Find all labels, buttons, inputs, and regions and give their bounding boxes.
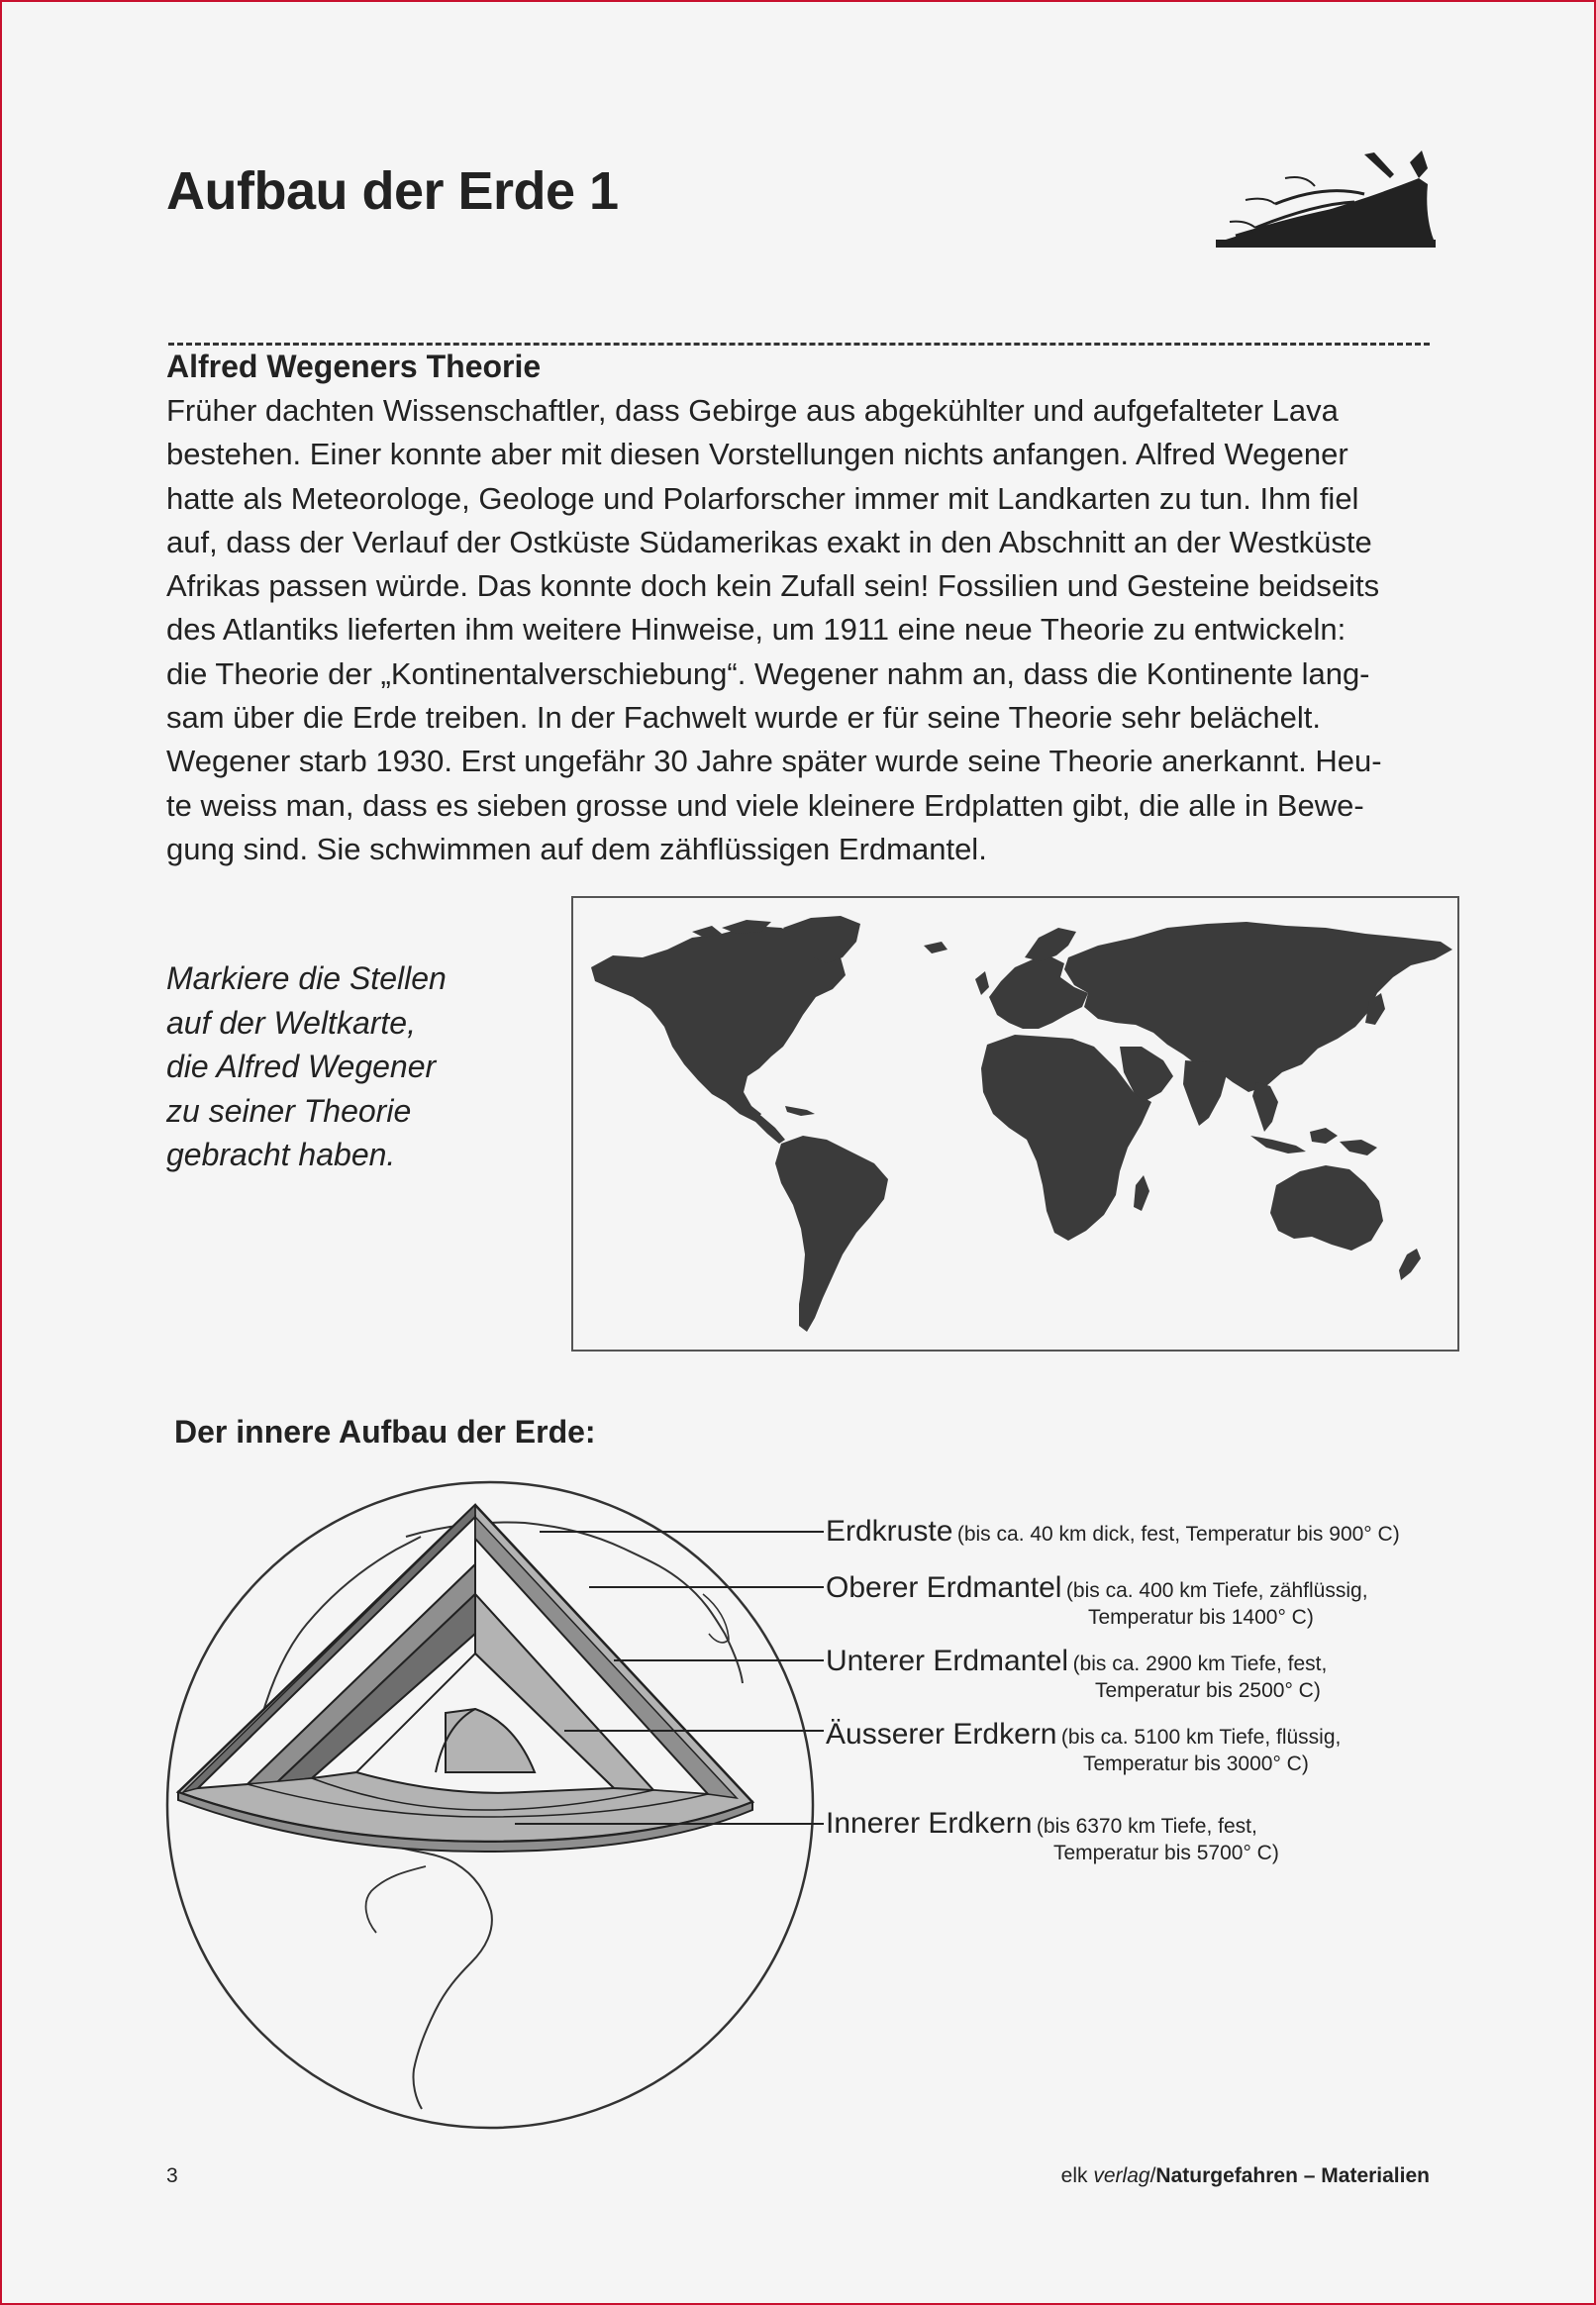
layer-label-lower-mantle — [826, 1645, 1328, 1702]
page-title: Aufbau der Erde 1 — [166, 161, 619, 221]
paragraph-line: hatte als Meteorologe, Geologe und Polarforscher immer mit Landkarten zu tun. Ihm fiel — [166, 480, 1359, 516]
task-line: zu seiner Theorie — [166, 1092, 412, 1129]
continent-south-america — [775, 1136, 888, 1332]
layer-detail: (bis ca. 2900 km Tiefe, fest, — [1072, 1653, 1328, 1675]
theory-paragraph — [166, 389, 1453, 871]
layer-detail-2: Temperatur bis 2500° C) — [1095, 1679, 1321, 1702]
layer-detail: (bis 6370 km Tiefe, fest, — [1036, 1815, 1257, 1838]
paragraph-line: Afrikas passen würde. Das konnte doch kein Zufall sein! Fossilien und Gesteine beidseits — [166, 568, 1380, 604]
layer-detail-2: Temperatur bis 5700° C) — [1053, 1842, 1279, 1864]
paragraph-line: te weiss man, dass es sieben grosse und viele kleinere Erdplatten gibt, die alle in Bewe- — [166, 787, 1364, 823]
series-title: Naturgefahren – Materialien — [1155, 2164, 1430, 2187]
continent-asia — [1064, 922, 1452, 1092]
earth-cross-section — [149, 1475, 851, 2139]
layer-name: Innerer Erdkern — [826, 1807, 1033, 1840]
paragraph-line: auf, dass der Verlauf der Ostküste Südamerikas exakt in den Abschnitt an der Westküste — [166, 524, 1372, 559]
world-map — [573, 898, 1457, 1350]
world-map-frame — [571, 896, 1459, 1352]
layer-label-outer-core — [826, 1718, 1342, 1775]
paragraph-line: sam über die Erde treiben. In der Fachwelt wurde er für seine Theorie sehr belächelt. — [166, 700, 1321, 736]
layer-detail: (bis ca. 40 km dick, fest, Temperatur bis 900° C) — [956, 1523, 1400, 1546]
paragraph-line: bestehen. Einer konnte aber mit diesen Vorstellungen nichts anfangen. Alfred Wegener — [166, 437, 1348, 472]
section-subheading: Der innere Aufbau der Erde: — [174, 1414, 596, 1450]
layer-name: Äusserer Erdkern — [826, 1718, 1057, 1751]
continent-north-america — [591, 926, 846, 1122]
paragraph-line: die Theorie der „Kontinentalverschiebung“. Wegener nahm an, dass die Kontinente lang- — [166, 655, 1370, 691]
publisher-name-italic: verlag — [1093, 2164, 1150, 2187]
layer-label-inner-core — [826, 1807, 1279, 1864]
layer-detail: (bis ca. 400 km Tiefe, zähflüssig, — [1065, 1579, 1368, 1602]
tree-landslide-icon — [1216, 145, 1436, 248]
publisher-separator: / — [1149, 2164, 1156, 2187]
layer-name: Erdkruste — [826, 1515, 953, 1548]
paragraph-line: gung sind. Sie schwimmen auf dem zähflüssigen Erdmantel. — [166, 831, 987, 866]
layer-label-upper-mantle — [826, 1571, 1368, 1629]
publisher-footer — [1061, 2164, 1430, 2188]
layer-detail-2: Temperatur bis 3000° C) — [1083, 1753, 1309, 1775]
continent-australia — [1270, 1165, 1383, 1251]
divider — [168, 343, 1430, 346]
paragraph-line: des Atlantiks lieferten ihm weitere Hinweise, um 1911 eine neue Theorie zu entwickeln: — [166, 612, 1347, 648]
page-number: 3 — [166, 2164, 178, 2187]
task-line: die Alfred Wegener — [166, 1049, 437, 1084]
publisher-name: elk — [1060, 2164, 1094, 2187]
task-instruction — [166, 956, 447, 1177]
layer-name: Unterer Erdmantel — [826, 1645, 1069, 1677]
section-heading: Alfred Wegeners Theorie — [166, 349, 542, 384]
task-line: Markiere die Stellen — [166, 960, 447, 996]
layer-detail: (bis ca. 5100 km Tiefe, flüssig, — [1060, 1726, 1342, 1749]
task-line: gebracht haben. — [166, 1137, 396, 1172]
paragraph-line: Früher dachten Wissenschaftler, dass Gebirge aus abgekühlter und aufgefalteter Lava — [166, 393, 1339, 428]
layer-detail-2: Temperatur bis 1400° C) — [1088, 1606, 1314, 1629]
layer-label-crust — [826, 1517, 1400, 1547]
task-line: auf der Weltkarte, — [166, 1004, 416, 1041]
layer-name: Oberer Erdmantel — [826, 1571, 1062, 1604]
paragraph-line: Wegener starb 1930. Erst ungefähr 30 Jahre später wurde seine Theorie anerkannt. Heu- — [166, 744, 1382, 779]
